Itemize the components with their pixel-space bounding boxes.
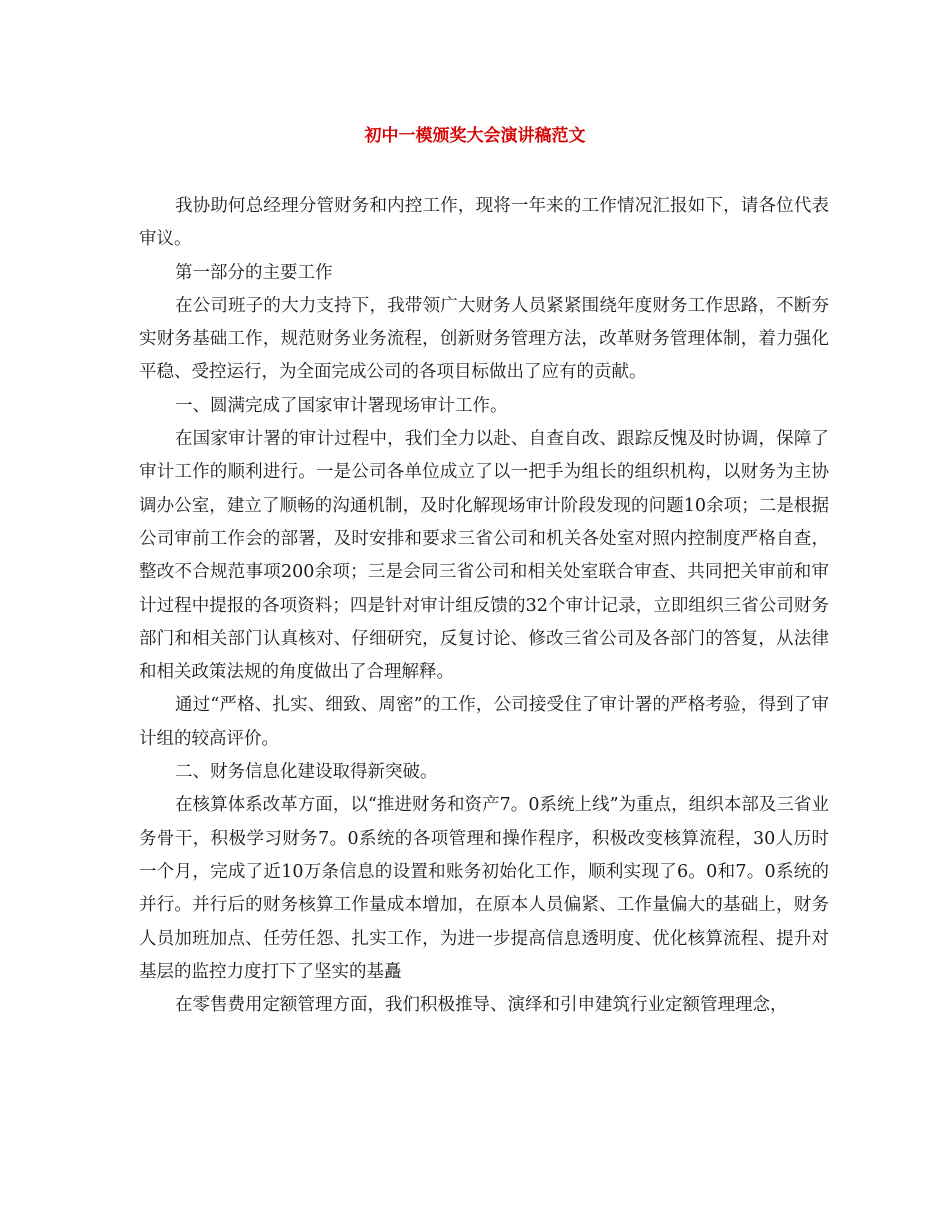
section-heading-audit: 一、圆满完成了国家审计署现场审计工作。 xyxy=(175,395,508,416)
paragraph-retail-quota: 在零售费用定额管理方面，我们积极推导、演绎和引申建筑行业定额管理理念， xyxy=(175,995,788,1016)
section-heading-informatization: 二、财务信息化建设取得新突破。 xyxy=(175,762,438,783)
paragraph-accounting-reform: 在核算体系改革方面，以“推进财务和资产7。0系统上线”为重点，组织本部及三省业务骨干，积极学习财务7。0系统的各项管理和操作程序，积极改变核算流程，30人历时一个月，完成了近10万条信息的设置和账务初始化工作，顺利实现了6。0和7。0系统的并行。并行后的财务核算工作量成本增加，在原本人员偏紧、工作量偏大的基础上，财务人员加班加点、任劳任怨、扎实工作，为进一步提高信息透明度、优化核算流程、提升对基层的监控力度打下了坚实的基矗 xyxy=(139,795,829,982)
paragraph-intro: 我协助何总经理分管财务和内控工作，现将一年来的工作情况汇报如下，请各位代表审议。 xyxy=(139,196,829,250)
paragraph-audit-details: 在国家审计署的审计过程中，我们全力以赴、自查自改、跟踪反愧及时协调，保障了审计工作的顺利进行。一是公司各单位成立了以一把手为组长的组织机构，以财务为主协调办公室，建立了顺畅的沟通机制，及时化解现场审计阶段发现的问题10余项；二是根据公司审前工作会的部署，及时安排和要求三省公司和机关各处室对照内控制度严格自查，整改不合规范事项200余项；三是会同三省公司和相关处室联合审查、共同把关审前和审计过程中提报的各项资料；四是针对审计组反馈的32个审计记录，立即组织三省公司财务部门和相关部门认真核对、仔细研究，反复讨论、修改三省公司及各部门的答复，从法律和相关政策法规的角度做出了合理解释。 xyxy=(139,429,829,683)
document-body xyxy=(139,190,829,1022)
document-title: 初中一模颁奖大会演讲稿范文 xyxy=(364,126,586,146)
paragraph-overview: 在公司班子的大力支持下，我带领广大财务人员紧紧围绕年度财务工作思路，不断夯实财务基础工作，规范财务业务流程，创新财务管理方法，改革财务管理体制，着力强化平稳、受控运行，为全面完成公司的各项目标做出了应有的贡献。 xyxy=(139,295,829,383)
section-heading-part-one: 第一部分的主要工作 xyxy=(175,262,333,283)
paragraph-audit-result: 通过“严格、扎实、细致、周密”的工作，公司接受住了审计署的严格考验，得到了审计组的较高评价。 xyxy=(139,695,829,749)
